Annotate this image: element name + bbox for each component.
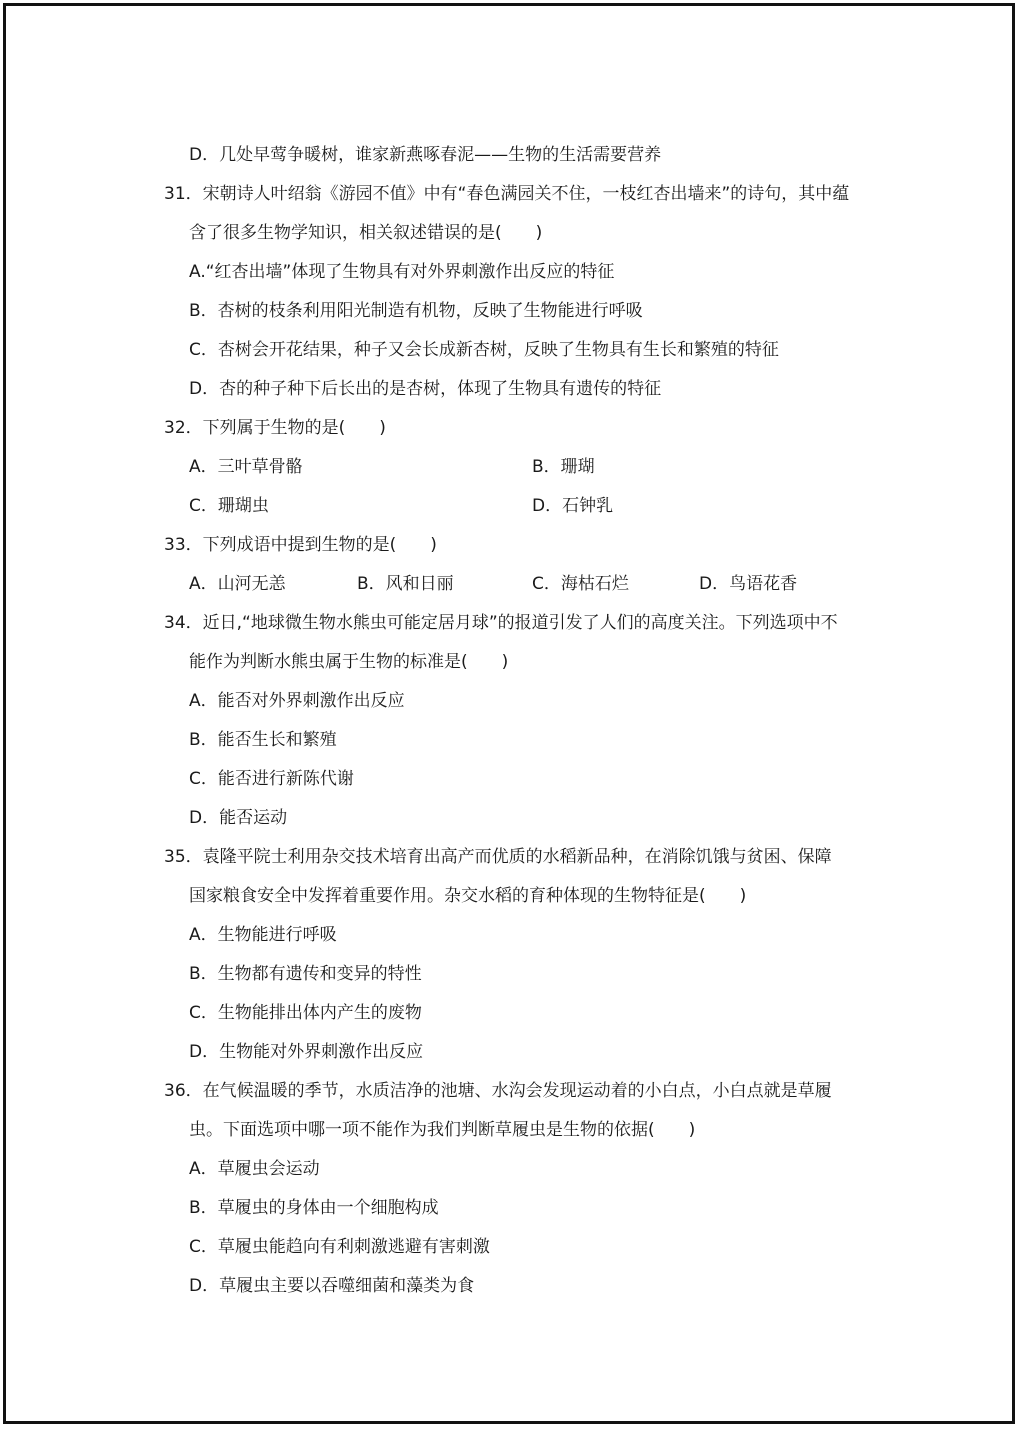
q32-option-c: C．珊瑚虫 — [189, 496, 269, 516]
q34-option-b: B．能否生长和繁殖 — [189, 730, 337, 750]
q36-option-a: A．草履虫会运动 — [189, 1159, 320, 1179]
q34-option-c: C．能否进行新陈代谢 — [189, 769, 354, 789]
q35-option-a: A．生物能进行呼吸 — [189, 925, 337, 945]
q32-stem: 32．下列属于生物的是( ) — [164, 418, 386, 438]
q31-option-a: A.“红杏出墙”体现了生物具有对外界刺激作出反应的特征 — [189, 262, 615, 282]
q35-option-b: B．生物都有遗传和变异的特性 — [189, 964, 422, 984]
q35-option-c: C．生物能排出体内产生的废物 — [189, 1003, 422, 1023]
q35-option-d: D．生物能对外界刺激作出反应 — [189, 1042, 424, 1062]
q35-stem-line1: 35．袁隆平院士利用杂交技术培育出高产而优质的水稻新品种，在消除饥饿与贫困、保障 — [164, 847, 832, 867]
q32-option-a: A．三叶草骨骼 — [189, 457, 303, 477]
q31-stem-line2: 含了很多生物学知识，相关叙述错误的是( ) — [189, 223, 543, 243]
page-border — [3, 3, 1015, 1424]
q36-option-d: D．草履虫主要以吞噬细菌和藻类为食 — [189, 1276, 475, 1296]
q31-stem-line1: 31．宋朝诗人叶绍翁《游园不值》中有“春色满园关不住，一枝红杏出墙来”的诗句，其中蕴 — [164, 184, 850, 204]
q33-option-b: B．风和日丽 — [357, 574, 454, 594]
q31-option-c: C．杏树会开花结果，种子又会长成新杏树，反映了生物具有生长和繁殖的特征 — [189, 340, 779, 360]
q32-option-b: B．珊瑚 — [532, 457, 595, 477]
q36-stem-line2: 虫。下面选项中哪一项不能作为我们判断草履虫是生物的依据( ) — [189, 1120, 696, 1140]
q35-stem-line2: 国家粮食安全中发挥着重要作用。杂交水稻的育种体现的生物特征是( ) — [189, 886, 747, 906]
q34-option-d: D．能否运动 — [189, 808, 288, 828]
q34-stem-line1: 34．近日,“地球微生物水熊虫可能定居月球”的报道引发了人们的高度关注。下列选项中不 — [164, 613, 838, 633]
q30-option-d: D．几处早莺争暖树，谁家新燕啄春泥——生物的生活需要营养 — [189, 145, 662, 165]
q33-stem: 33．下列成语中提到生物的是( ) — [164, 535, 437, 555]
q34-stem-line2: 能作为判断水熊虫属于生物的标准是( ) — [189, 652, 509, 672]
q36-option-b: B．草履虫的身体由一个细胞构成 — [189, 1198, 439, 1218]
q34-option-a: A．能否对外界刺激作出反应 — [189, 691, 405, 711]
q36-stem-line1: 36．在气候温暖的季节，水质洁净的池塘、水沟会发现运动着的小白点，小白点就是草履 — [164, 1081, 832, 1101]
q33-option-d: D．鸟语花香 — [699, 574, 798, 594]
q31-option-b: B．杏树的枝条利用阳光制造有机物，反映了生物能进行呼吸 — [189, 301, 643, 321]
q36-option-c: C．草履虫能趋向有利刺激逃避有害刺激 — [189, 1237, 490, 1257]
q33-option-c: C．海枯石烂 — [532, 574, 629, 594]
q32-option-d: D．石钟乳 — [532, 496, 614, 516]
q33-option-a: A．山河无恙 — [189, 574, 286, 594]
q31-option-d: D．杏的种子种下后长出的是杏树，体现了生物具有遗传的特征 — [189, 379, 662, 399]
